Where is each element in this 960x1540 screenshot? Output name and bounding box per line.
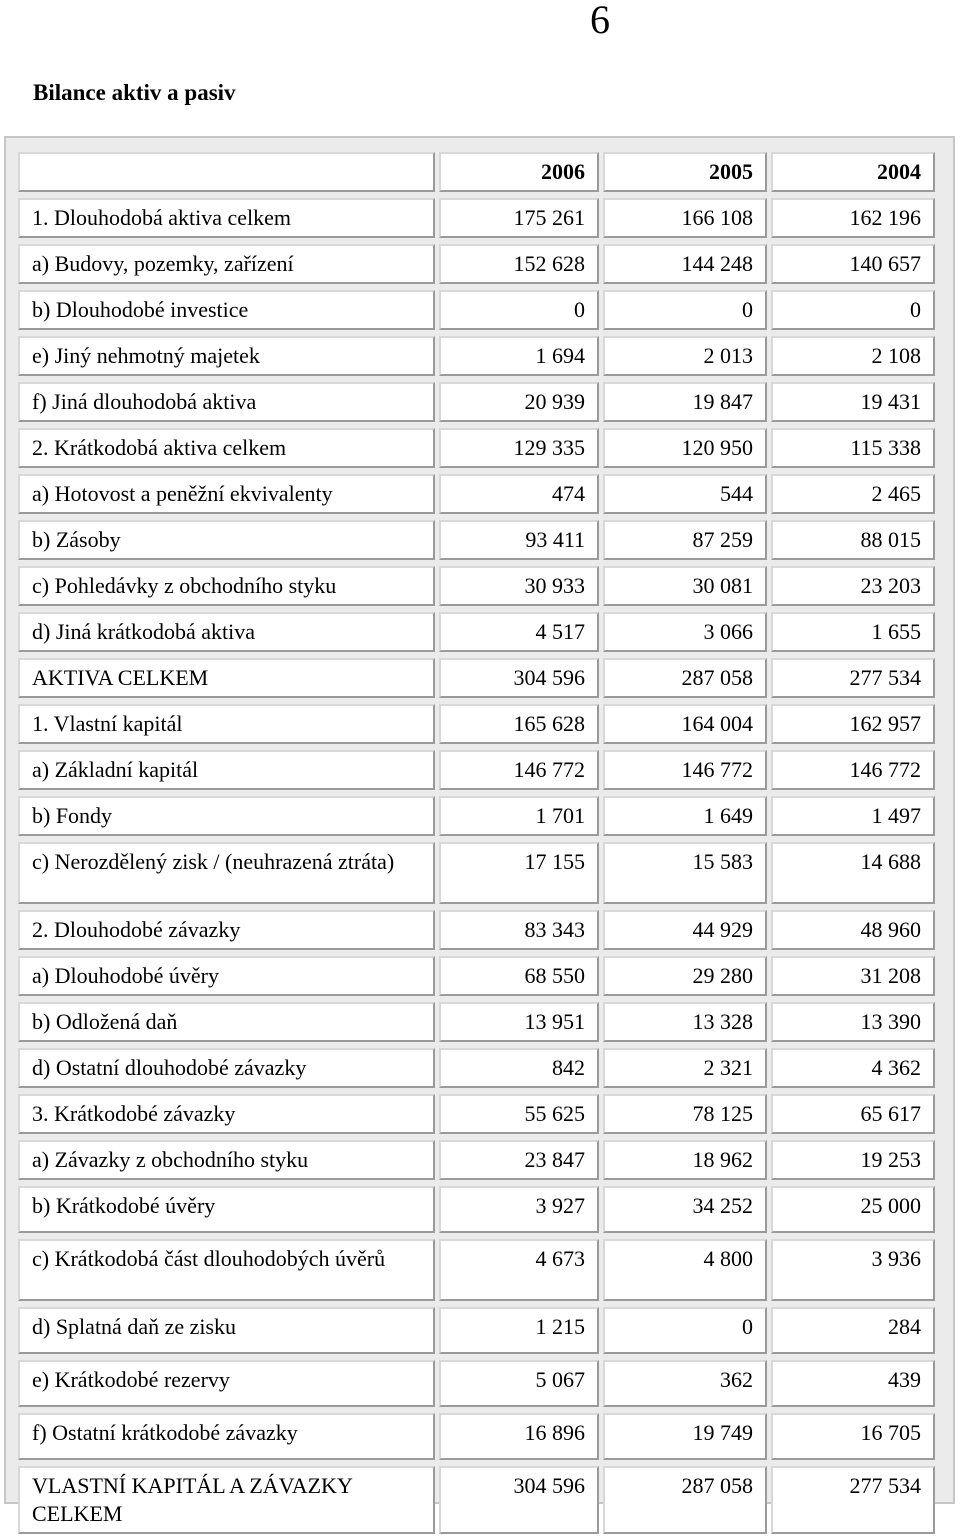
row-label: c) Nerozdělený zisk / (neuhrazená ztráta)	[18, 842, 435, 904]
table-row	[18, 428, 935, 468]
row-value-2006: 1 215	[439, 1307, 599, 1354]
row-value-2006: 304 596	[439, 1466, 599, 1534]
row-label: f) Jiná dlouhodobá aktiva	[18, 382, 435, 422]
table-row	[18, 1094, 935, 1134]
row-value-2006: 1 701	[439, 796, 599, 836]
row-value-2004: 140 657	[771, 244, 935, 284]
row-value-2006: 93 411	[439, 520, 599, 560]
row-label: e) Krátkodobé rezervy	[18, 1360, 435, 1407]
row-value-2005: 287 058	[603, 1466, 767, 1534]
header-year-cell: 2006	[439, 152, 599, 192]
row-value-2005: 78 125	[603, 1094, 767, 1134]
row-label: VLASTNÍ KAPITÁL A ZÁVAZKY CELKEM	[18, 1466, 435, 1534]
row-value-2006: 165 628	[439, 704, 599, 744]
page-number: 6	[590, 0, 610, 42]
row-label: a) Dlouhodobé úvěry	[18, 956, 435, 996]
row-value-2004: 162 196	[771, 198, 935, 238]
row-label: AKTIVA CELKEM	[18, 658, 435, 698]
row-value-2006: 30 933	[439, 566, 599, 606]
row-label: f) Ostatní krátkodobé závazky	[18, 1413, 435, 1460]
row-value-2005: 13 328	[603, 1002, 767, 1042]
row-value-2004: 277 534	[771, 1466, 935, 1534]
row-value-2006: 5 067	[439, 1360, 599, 1407]
row-value-2004: 19 431	[771, 382, 935, 422]
table-row	[18, 1048, 935, 1088]
row-value-2005: 3 066	[603, 612, 767, 652]
row-label: a) Budovy, pozemky, zařízení	[18, 244, 435, 284]
row-value-2004: 1 655	[771, 612, 935, 652]
row-value-2004: 23 203	[771, 566, 935, 606]
row-value-2004: 19 253	[771, 1140, 935, 1180]
row-value-2004: 16 705	[771, 1413, 935, 1460]
header-year-cell: 2004	[771, 152, 935, 192]
row-value-2006: 474	[439, 474, 599, 514]
row-value-2004: 88 015	[771, 520, 935, 560]
row-value-2006: 175 261	[439, 198, 599, 238]
row-label: b) Dlouhodobé investice	[18, 290, 435, 330]
row-value-2005: 87 259	[603, 520, 767, 560]
row-label: c) Pohledávky z obchodního styku	[18, 566, 435, 606]
row-value-2006: 152 628	[439, 244, 599, 284]
table-header-row	[18, 152, 935, 192]
table-row	[18, 336, 935, 376]
row-value-2005: 19 847	[603, 382, 767, 422]
row-value-2004: 439	[771, 1360, 935, 1407]
row-value-2005: 30 081	[603, 566, 767, 606]
row-value-2005: 2 321	[603, 1048, 767, 1088]
row-value-2005: 146 772	[603, 750, 767, 790]
table-row	[18, 910, 935, 950]
balance-sheet-table	[14, 146, 939, 1540]
table-row	[18, 1307, 935, 1354]
row-value-2004: 146 772	[771, 750, 935, 790]
table-row	[18, 566, 935, 606]
row-value-2005: 166 108	[603, 198, 767, 238]
row-label: b) Odložená daň	[18, 1002, 435, 1042]
row-value-2005: 15 583	[603, 842, 767, 904]
table-row	[18, 704, 935, 744]
table-row	[18, 956, 935, 996]
row-value-2006: 4 673	[439, 1239, 599, 1301]
table-row	[18, 1360, 935, 1407]
row-label: 2. Dlouhodobé závazky	[18, 910, 435, 950]
row-value-2006: 4 517	[439, 612, 599, 652]
row-value-2004: 3 936	[771, 1239, 935, 1301]
row-value-2004: 2 465	[771, 474, 935, 514]
row-value-2004: 277 534	[771, 658, 935, 698]
row-value-2005: 2 013	[603, 336, 767, 376]
table-row	[18, 842, 935, 904]
row-label: d) Jiná krátkodobá aktiva	[18, 612, 435, 652]
table-row	[18, 612, 935, 652]
row-label: d) Splatná daň ze zisku	[18, 1307, 435, 1354]
row-label: 3. Krátkodobé závazky	[18, 1094, 435, 1134]
table-row	[18, 520, 935, 560]
row-value-2005: 19 749	[603, 1413, 767, 1460]
row-value-2004: 13 390	[771, 1002, 935, 1042]
row-value-2004: 115 338	[771, 428, 935, 468]
row-value-2005: 362	[603, 1360, 767, 1407]
row-value-2006: 20 939	[439, 382, 599, 422]
row-value-2006: 83 343	[439, 910, 599, 950]
table-row	[18, 198, 935, 238]
row-label: b) Krátkodobé úvěry	[18, 1186, 435, 1233]
row-value-2006: 17 155	[439, 842, 599, 904]
table-row	[18, 750, 935, 790]
row-value-2005: 0	[603, 290, 767, 330]
row-value-2006: 3 927	[439, 1186, 599, 1233]
row-label: a) Závazky z obchodního styku	[18, 1140, 435, 1180]
row-value-2004: 162 957	[771, 704, 935, 744]
row-value-2006: 55 625	[439, 1094, 599, 1134]
row-value-2004: 14 688	[771, 842, 935, 904]
row-label: b) Zásoby	[18, 520, 435, 560]
row-value-2006: 129 335	[439, 428, 599, 468]
row-label: a) Hotovost a peněžní ekvivalenty	[18, 474, 435, 514]
row-value-2005: 1 649	[603, 796, 767, 836]
row-value-2004: 4 362	[771, 1048, 935, 1088]
row-value-2004: 0	[771, 290, 935, 330]
table-row	[18, 1140, 935, 1180]
row-value-2004: 1 497	[771, 796, 935, 836]
row-label: b) Fondy	[18, 796, 435, 836]
table-row	[18, 1186, 935, 1233]
row-value-2005: 0	[603, 1307, 767, 1354]
row-value-2006: 842	[439, 1048, 599, 1088]
row-label: 1. Dlouhodobá aktiva celkem	[18, 198, 435, 238]
table-row	[18, 1239, 935, 1301]
row-value-2005: 287 058	[603, 658, 767, 698]
page-title: Bilance aktiv a pasiv	[33, 80, 236, 105]
row-value-2004: 48 960	[771, 910, 935, 950]
row-value-2004: 31 208	[771, 956, 935, 996]
row-value-2006: 0	[439, 290, 599, 330]
table-row	[18, 474, 935, 514]
row-value-2005: 44 929	[603, 910, 767, 950]
table-row	[18, 1466, 935, 1534]
row-value-2005: 29 280	[603, 956, 767, 996]
table-row	[18, 1002, 935, 1042]
row-value-2005: 144 248	[603, 244, 767, 284]
row-label: 1. Vlastní kapitál	[18, 704, 435, 744]
table-row	[18, 382, 935, 422]
row-label: e) Jiný nehmotný majetek	[18, 336, 435, 376]
header-empty-cell	[18, 152, 435, 192]
row-value-2005: 544	[603, 474, 767, 514]
row-value-2005: 4 800	[603, 1239, 767, 1301]
row-value-2006: 304 596	[439, 658, 599, 698]
row-value-2005: 34 252	[603, 1186, 767, 1233]
table-row	[18, 796, 935, 836]
row-value-2006: 146 772	[439, 750, 599, 790]
row-value-2005: 18 962	[603, 1140, 767, 1180]
row-label: c) Krátkodobá část dlouhodobých úvěrů	[18, 1239, 435, 1301]
table-row	[18, 244, 935, 284]
table-row	[18, 658, 935, 698]
row-label: a) Základní kapitál	[18, 750, 435, 790]
row-value-2004: 2 108	[771, 336, 935, 376]
row-value-2004: 65 617	[771, 1094, 935, 1134]
row-value-2004: 284	[771, 1307, 935, 1354]
row-value-2006: 23 847	[439, 1140, 599, 1180]
row-label: d) Ostatní dlouhodobé závazky	[18, 1048, 435, 1088]
row-value-2006: 13 951	[439, 1002, 599, 1042]
header-year-cell: 2005	[603, 152, 767, 192]
row-value-2005: 164 004	[603, 704, 767, 744]
table-row	[18, 1413, 935, 1460]
row-value-2006: 16 896	[439, 1413, 599, 1460]
row-label: 2. Krátkodobá aktiva celkem	[18, 428, 435, 468]
row-value-2004: 25 000	[771, 1186, 935, 1233]
row-value-2005: 120 950	[603, 428, 767, 468]
row-value-2006: 68 550	[439, 956, 599, 996]
table-row	[18, 290, 935, 330]
row-value-2006: 1 694	[439, 336, 599, 376]
